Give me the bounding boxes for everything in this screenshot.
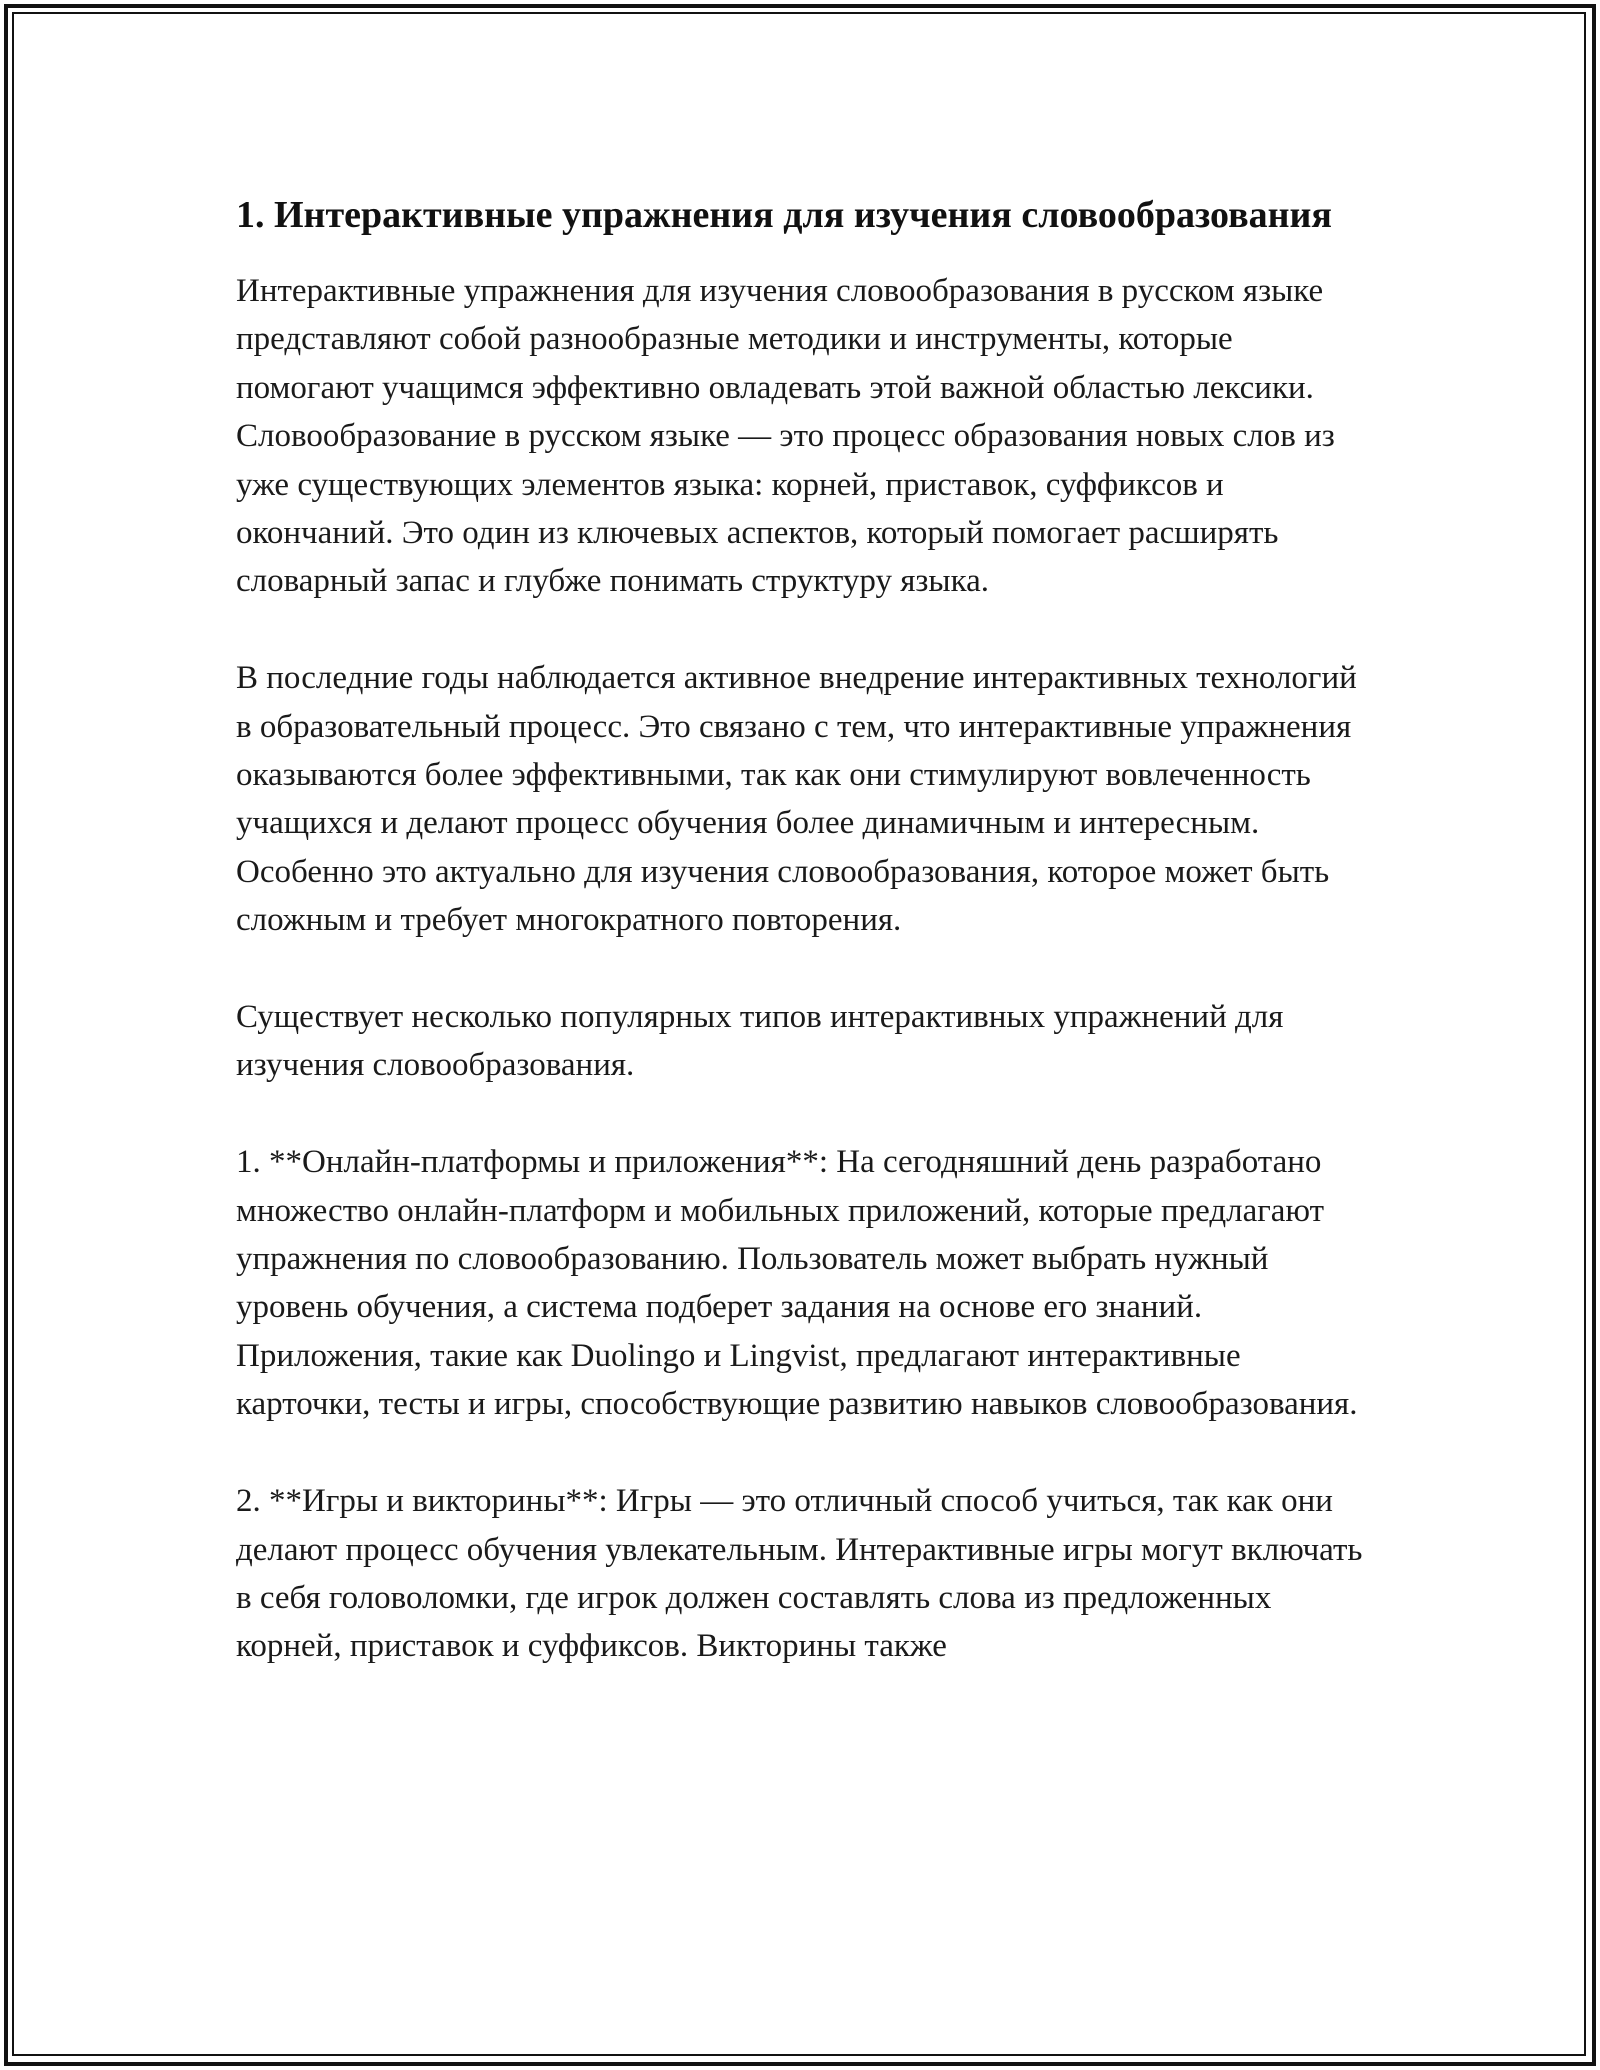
- paragraph-item-games-quizzes: 2. **Игры и викторины**: Игры — это отличный способ учиться, так как они делают процесс обучения увлекательным. Интерактивные игры могут включать в себя головоломки, где игрок должен составлять слова из предложенных корней, приставок и суффиксов. Викторины также: [236, 1483, 1363, 1665]
- paragraph-types-intro: Существует несколько популярных типов интерактивных упражнений для изучения словообразования.: [236, 999, 1284, 1084]
- paragraph-intro: Интерактивные упражнения для изучения словообразования в русском языке представляют собой разнообразные методики и инструменты, которые помогают учащимся эффективно овладевать этой важной областью лексики. Словообразование в русском языке — это процесс образования новых слов из уже существующих элементов языка: корней, приставок, суффиксов и окончаний. Это один из ключевых аспектов, который помогает расширять словарный запас и глубже понимать структуру языка.: [236, 273, 1335, 600]
- section-heading: 1. Интерактивные упражнения для изучения словообразования: [236, 194, 1332, 236]
- paragraph-recent-years: В последние годы наблюдается активное внедрение интерактивных технологий в образовательный процесс. Это связано с тем, что интерактивные упражнения оказываются более эффективными, так как они стимулируют вовлеченность учащихся и делают процесс обучения более динамичным и интересным. Особенно это актуально для изучения словообразования, которое может быть сложным и требует многократного повторения.: [236, 660, 1357, 939]
- document-page: [236, 188, 1376, 1719]
- paragraph-item-online-platforms: 1. **Онлайн-платформы и приложения**: На сегодняшний день разработано множество онлайн-платформ и мобильных приложений, которые предлагают упражнения по словообразованию. Пользователь может выбрать нужный уровень обучения, а система подберет задания на основе его знаний. Приложения, такие как Duolingo и Lingvist, предлагают интерактивные карточки, тесты и игры, способствующие развитию навыков словообразования.: [236, 1144, 1358, 1423]
